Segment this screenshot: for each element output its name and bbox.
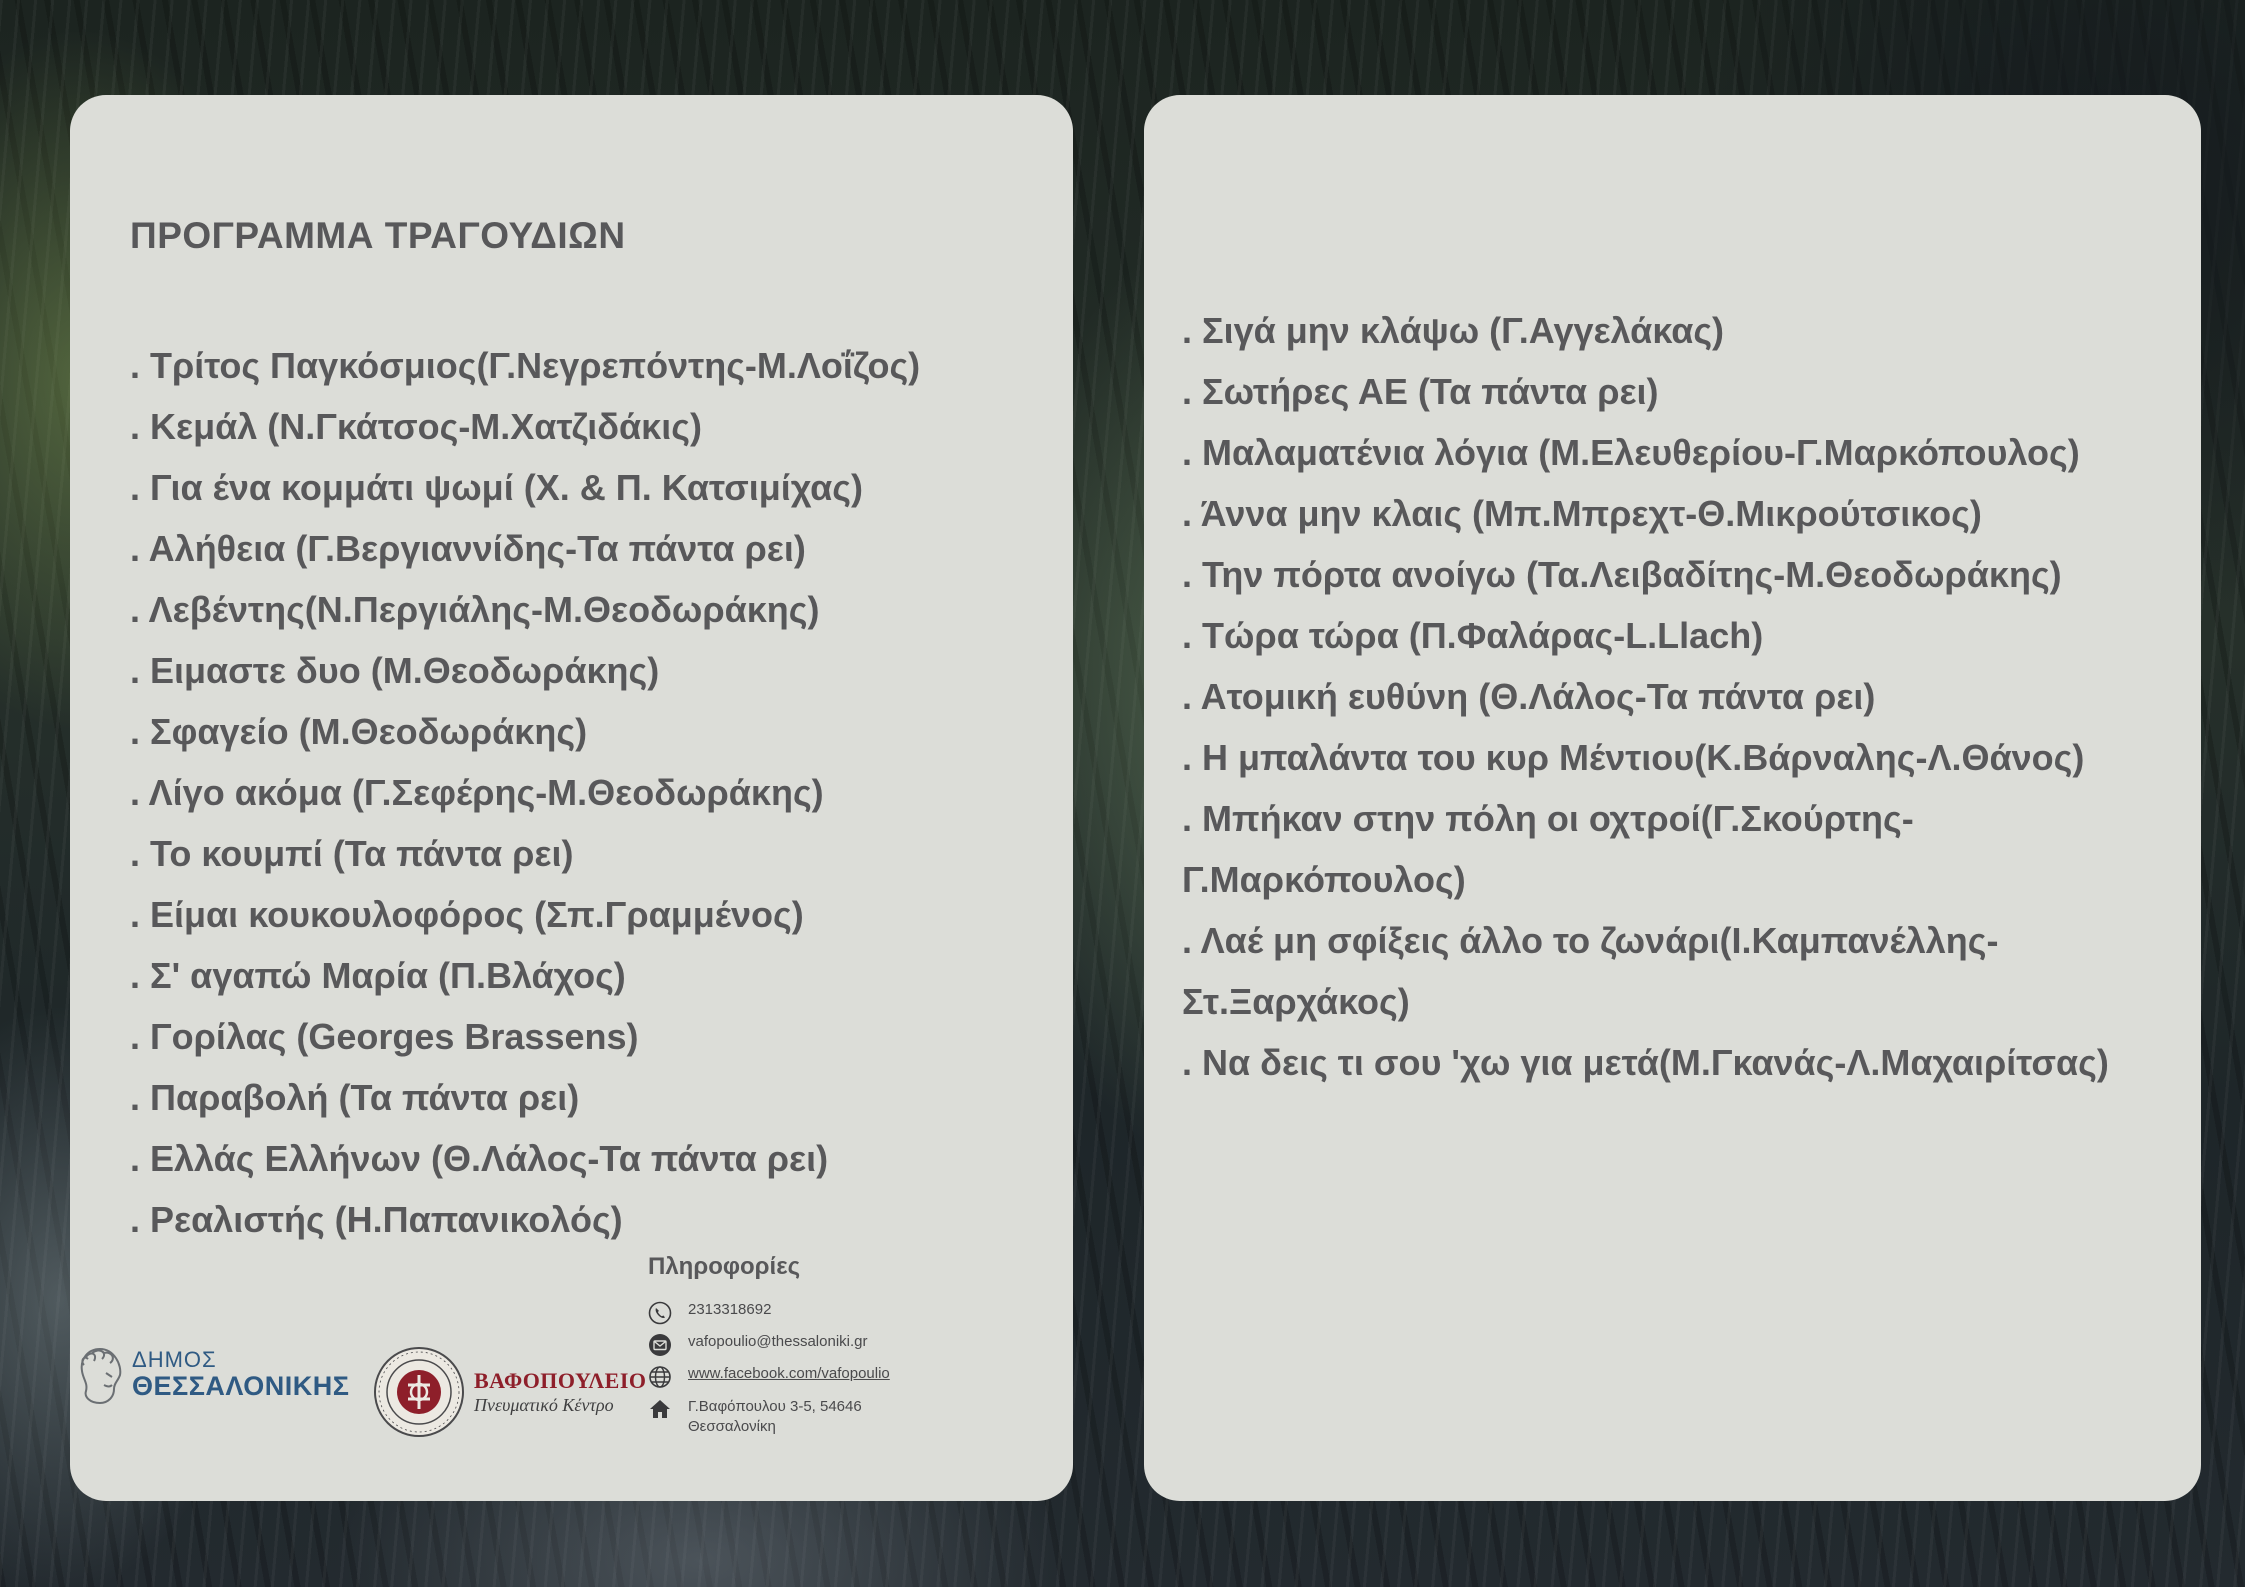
right-panel bbox=[1144, 95, 2201, 1501]
song-item: . Είμαι κουκουλοφόρος (Σπ.Γραμμένος) bbox=[130, 884, 1060, 945]
vafopoulio-logo bbox=[372, 1345, 647, 1439]
program-title: ΠΡΟΓΡΑΜΜΑ ΤΡΑΓΟΥΔΙΩΝ bbox=[130, 215, 626, 256]
song-item: . Τρίτος Παγκόσμιος(Γ.Νεγρεπόντης-Μ.Λοΐζος) bbox=[130, 335, 1060, 396]
left-panel bbox=[70, 95, 1073, 1501]
song-item: . Τώρα τώρα (Π.Φαλάρας-L.Llach) bbox=[1182, 605, 2182, 666]
song-item: . Ελλάς Ελλήνων (Θ.Λάλος-Τα πάντα ρει) bbox=[130, 1128, 1060, 1189]
email-address: vafopoulio@thessaloniki.gr bbox=[688, 1333, 868, 1350]
song-item: . Μπήκαν στην πόλη οι οχτροί(Γ.Σκούρτης-Γ.Μαρκόπουλος) bbox=[1182, 788, 2182, 910]
website-row bbox=[648, 1365, 890, 1389]
address-line-1: Γ.Βαφόπουλου 3-5, 54646 bbox=[688, 1398, 862, 1415]
address-row bbox=[648, 1397, 862, 1437]
song-item: . Ειμαστε δυο (Μ.Θεοδωράκης) bbox=[130, 640, 1060, 701]
song-item: . Αλήθεια (Γ.Βεργιαννίδης-Τα πάντα ρει) bbox=[130, 518, 1060, 579]
vafopoulio-name: ΒΑΦΟΠΟΥΛΕΙΟ bbox=[474, 1368, 647, 1393]
song-item: . Λεβέντης(Ν.Περγιάλης-Μ.Θεοδωράκης) bbox=[130, 579, 1060, 640]
song-item: . Να δεις τι σου 'χω για μετά(Μ.Γκανάς-Λ.Μαχαιρίτσας) bbox=[1182, 1032, 2182, 1093]
song-item: . Ρεαλιστής (Η.Παπανικολός) bbox=[130, 1189, 1060, 1250]
phone-row bbox=[648, 1301, 771, 1325]
song-item: . Μαλαματένια λόγια (Μ.Ελευθερίου-Γ.Μαρκόπουλος) bbox=[1182, 422, 2182, 483]
song-item: . Το κουμπί (Τα πάντα ρει) bbox=[130, 823, 1060, 884]
email-row bbox=[648, 1333, 868, 1357]
dimos-big-text: ΘΕΣΣΑΛΟΝΙΚΗΣ bbox=[132, 1371, 350, 1401]
song-item: . Σιγά μην κλάψω (Γ.Αγγελάκας) bbox=[1182, 300, 2182, 361]
song-item: . Άννα μην κλαις (Μπ.Μπρεχτ-Θ.Μικρούτσικος) bbox=[1182, 483, 2182, 544]
dimos-thessalonikis-logo bbox=[70, 1343, 349, 1407]
song-item: . Ατομική ευθύνη (Θ.Λάλος-Τα πάντα ρει) bbox=[1182, 666, 2182, 727]
song-item: . Σφαγείο (Μ.Θεοδωράκης) bbox=[130, 701, 1060, 762]
dimos-small-text: ΔΗΜΟΣ bbox=[132, 1347, 217, 1372]
song-item: . Η μπαλάντα του κυρ Μέντιου(Κ.Βάρναλης-Λ.Θάνος) bbox=[1182, 727, 2182, 788]
address-line-2: Θεσσαλονίκη bbox=[688, 1418, 776, 1435]
left-song-list bbox=[130, 335, 1060, 1250]
song-item: . Την πόρτα ανοίγω (Τα.Λειβαδίτης-Μ.Θεοδωράκης) bbox=[1182, 544, 2182, 605]
vafopoulio-seal-icon bbox=[372, 1345, 466, 1439]
vafopoulio-subtitle: Πνευματικό Κέντρο bbox=[474, 1395, 614, 1415]
song-item: . Παραβολή (Τα πάντα ρει) bbox=[130, 1067, 1060, 1128]
song-item: . Λίγο ακόμα (Γ.Σεφέρης-Μ.Θεοδωράκης) bbox=[130, 762, 1060, 823]
song-item: . Σ' αγαπώ Μαρία (Π.Βλάχος) bbox=[130, 945, 1060, 1006]
song-item: . Για ένα κομμάτι ψωμί (Χ. & Π. Κατσιμίχας) bbox=[130, 457, 1060, 518]
song-item: . Λαέ μη σφίξεις άλλο το ζωνάρι(Ι.Καμπανέλλης-Στ.Ξαρχάκος) bbox=[1182, 910, 2182, 1032]
globe-icon bbox=[648, 1365, 672, 1389]
info-heading: Πληροφορίες bbox=[648, 1253, 801, 1280]
phone-number: 2313318692 bbox=[688, 1301, 772, 1318]
right-song-list bbox=[1182, 300, 2182, 1093]
phone-icon bbox=[648, 1301, 672, 1325]
song-item: . Γορίλας (Georges Brassens) bbox=[130, 1006, 1060, 1067]
email-icon bbox=[648, 1333, 672, 1357]
song-item: . Κεμάλ (Ν.Γκάτσος-Μ.Χατζιδάκις) bbox=[130, 396, 1060, 457]
home-icon bbox=[648, 1397, 672, 1421]
website-link[interactable]: www.facebook.com/vafopoulio bbox=[688, 1365, 890, 1382]
alexander-head-icon bbox=[70, 1343, 130, 1407]
song-item: . Σωτήρες ΑΕ (Τα πάντα ρει) bbox=[1182, 361, 2182, 422]
